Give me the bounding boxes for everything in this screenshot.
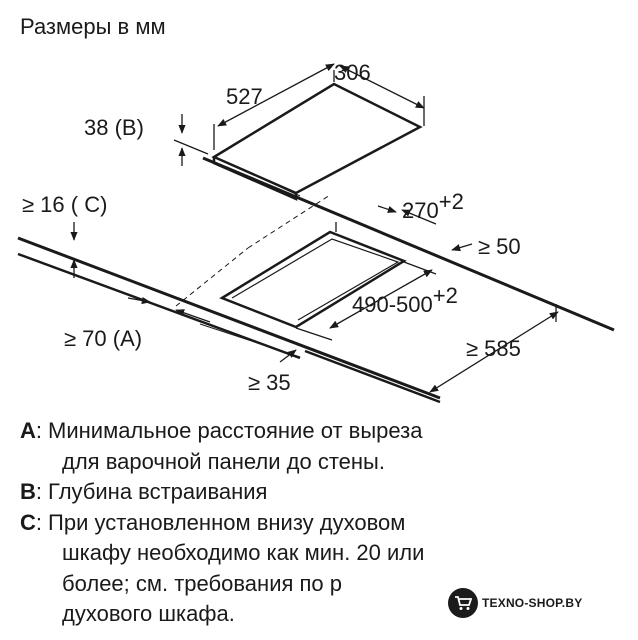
dim-depth-b: 38 (B) [84, 115, 144, 140]
cart-icon [448, 588, 478, 618]
diagram-title: Размеры в мм [20, 14, 166, 39]
legend-item-a-cont [20, 447, 424, 478]
legend-key-b: B [20, 479, 36, 504]
legend-item-c: C : При установленном внизу духовом [20, 508, 424, 539]
dim-worktop-depth: ≥ 585 [466, 336, 521, 361]
watermark-logo [448, 588, 582, 618]
legend-item-b: B : Глубина встраивания [20, 477, 424, 508]
legend-text-c-line4: духового шкафа. [62, 601, 235, 626]
legend-text-a-line2: для варочной панели до стены. [62, 448, 385, 474]
dim-front-gap-a: ≥ 70 (A) [64, 326, 143, 351]
legend-text-c-line2: шкафу необходимо как мин. 20 или [62, 540, 425, 565]
dim-cutout-depth: 490-500+2 [352, 283, 458, 317]
dim-top-width: 306 [334, 60, 371, 85]
dim-top-depth: 527 [226, 84, 263, 109]
legend-item-a: A : Минимальное расстояние от выреза [20, 416, 424, 447]
legend-text-c-line1: При установленном внизу духовом [48, 509, 406, 535]
legend-text-c-line3: более; см. требования по р [62, 570, 343, 596]
watermark-text: TEXNO-SHOP.BY [482, 596, 583, 610]
dim-gap-c: ≥ 16 ( C) [22, 192, 108, 217]
legend-key-a: A [20, 418, 36, 443]
legend-text-b-line1: Глубина встраивания [48, 479, 268, 504]
dim-cutout-width: 270+2 [402, 189, 464, 223]
dim-front-edge: ≥ 35 [248, 370, 291, 395]
legend [20, 416, 424, 630]
legend-text-a-line1: Минимальное расстояние от выреза [48, 418, 423, 443]
legend-key-c: C [20, 509, 36, 535]
dim-rear-gap: ≥ 50 [478, 234, 521, 259]
